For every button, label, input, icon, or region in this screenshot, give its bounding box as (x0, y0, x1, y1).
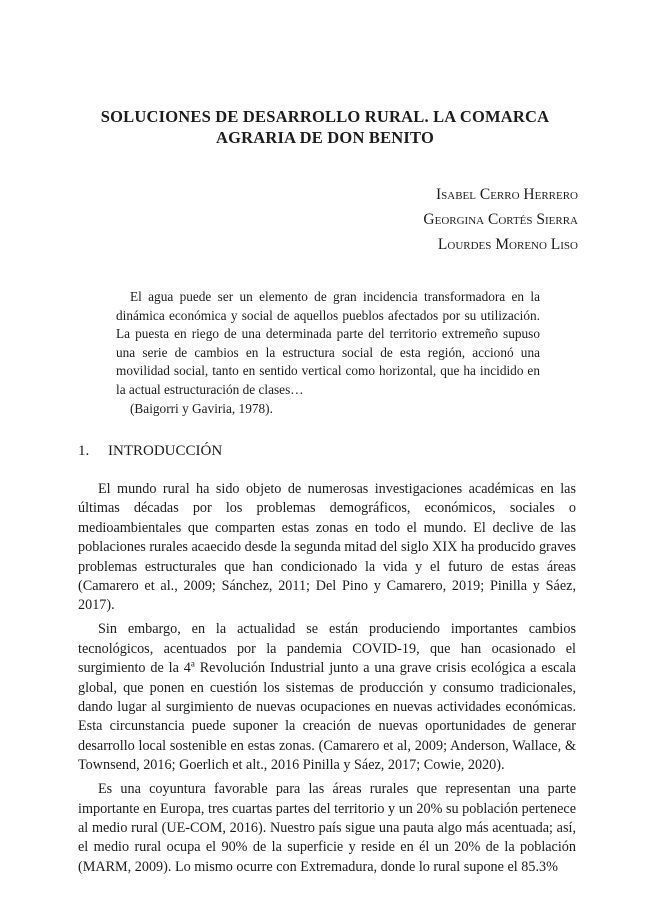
paper-title (60, 106, 590, 148)
author-name: Georgina Cortés Sierra (423, 211, 578, 228)
paragraph-text: Revolución Industrial junto a una grave crisis ecológica a escala global, que ponen en cuestión los sistemas de producción y consumo tradicionales, dando lugar al surgimiento de nuevas ocupaciones en nuevas actividades económicas. Esta circunstancia puede suponer la creación de nuevas oportunidades de generar desarrollo local sostenible en estas zonas. (Camarero et al, 2009; Anderson, Wallace, & Townsend, 2016; Goerlich et alt., 2016 Pinilla y Sáez, 2017; Cowie, 2020). (78, 660, 576, 774)
section-title: INTRODUCCIÓN (108, 443, 223, 459)
author-list (423, 182, 578, 257)
title-line-2: AGRARIA DE DON BENITO (216, 128, 434, 148)
paragraph (78, 620, 576, 775)
section-number: 1. (78, 443, 90, 459)
epigraph-citation: (Baigorri y Gaviria, 1978). (130, 400, 273, 416)
paragraph: El mundo rural ha sido objeto de numerosas investigaciones académicas en las últimas décadas por los problemas demográficos, económicos, sociales o medioambientales que comparten estas zonas en todo el mundo. El declive de las poblaciones rurales acaecido desde la segunda mitad del siglo XIX ha producido graves problemas estructurales que han condicionado la vida y el futuro de estas áreas (Camarero et al., 2009; Sánchez, 2011; Del Pino y Camarero, 2019; Pinilla y Sáez, 2017). (78, 481, 576, 614)
title-line-1: SOLUCIONES DE DESARROLLO RURAL. LA COMARCA (100, 107, 550, 127)
epigraph-quote (116, 288, 540, 418)
author-name: Isabel Cerro Herrero (435, 186, 578, 203)
body-text (78, 480, 576, 882)
paragraph-text: Sin embargo, en la actualidad se están produciendo importantes cambios tecnológicos, acentuados por la pandemia COVID-19, que han ocasionado el surgimiento de la 4 (78, 621, 576, 677)
paragraph: Es una coyuntura favorable para las áreas rurales que representan una parte importante en Europa, tres cuartas partes del territorio y un 20% su población pertenece al medio rural (UE-COM, 2016). Nuestro país sigue una pauta algo más acentuada; así, el medio rural ocupa el 90% de la superficie y reside en él un 20% de la población (MARM, 2009). Lo mismo ocurre con Extremadura, donde lo rural supone el 85.3% (78, 781, 576, 875)
epigraph-text: El agua puede ser un elemento de gran incidencia transformadora en la dinámica económica y social de aquellos pueblos afectados por su utilización. La puesta en riego de una determinada parte del territorio extremeño supuso una serie de cambios en la estructura social de esta región, accionó una movilidad social, tanto en sentido vertical como horizontal, que ha incidido en la actual estructuración de clases… (116, 289, 540, 397)
author-name: Lourdes Moreno Liso (437, 236, 578, 253)
superscript: a (190, 658, 195, 669)
section-heading (78, 443, 222, 460)
